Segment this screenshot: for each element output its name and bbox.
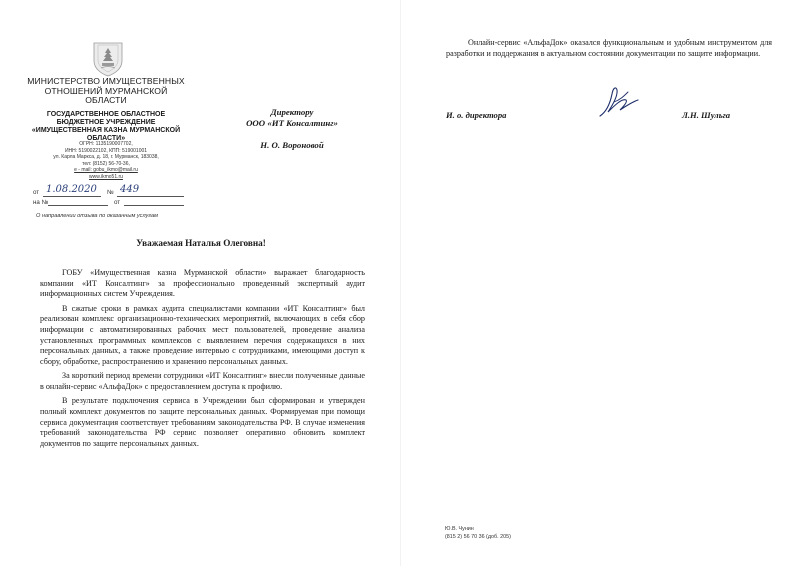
body-paragraph: За короткий период времени сотрудники «ИТ Консалтинг» внесли полученные данные в онлайн-сервис «АльфаДок» с предоставлением доступа к профилю. bbox=[40, 371, 365, 392]
regarding-line: О направлении отзыва по оказанным услугам bbox=[36, 213, 158, 219]
body-paragraph: В сжатые сроки в рамках аудита специалистами компании «ИТ Консалтинг» был реализован комплекс организационно-технических мероприятий, включающих в себя сбор информации с автоматизированных рабочих мест пользователей, проведение анализа установленных программных комплексов с выявлением перечня содержащихся в них персональных данных, а также проведение интервью с сотрудниками, имеющими доступ к сбору, обработке, распространению и хранению персональных данных. bbox=[40, 303, 365, 367]
ministry-line: ОТНОШЕНИЙ МУРМАНСКОЙ bbox=[44, 85, 168, 96]
number-underline bbox=[117, 196, 184, 197]
executor-name: Ю.В. Чунин bbox=[445, 526, 474, 532]
page2-paragraph: Онлайн-сервис «АльфаДок» оказался функциональным и удобным инструментом для разработки и поддержания в актуальном состоянии документации по защите информации. bbox=[446, 38, 772, 58]
phone: тел: (8152) 56-70-36, bbox=[82, 160, 130, 167]
addressee-name: Н. О. Вороновой bbox=[260, 140, 324, 150]
ministry-name bbox=[20, 77, 192, 106]
ministry-line: МИНИСТЕРСТВО ИМУЩЕСТВЕННЫХ bbox=[27, 76, 185, 86]
addressee-block bbox=[232, 107, 352, 151]
number-label: № bbox=[107, 189, 114, 196]
executor-phone: (815 2) 56 70 36 (доб. 205) bbox=[445, 534, 511, 540]
institution-line: ОБЛАСТИ» bbox=[86, 135, 126, 142]
ref-from-label: от bbox=[114, 199, 121, 206]
ministry-line: ОБЛАСТИ bbox=[85, 95, 127, 106]
salutation: Уважаемая Наталья Олеговна! bbox=[136, 238, 266, 248]
addressee-title: Директору bbox=[270, 107, 314, 117]
page2-text bbox=[446, 37, 772, 59]
coat-of-arms-icon bbox=[92, 41, 124, 77]
signatory-title: И. о. директора bbox=[446, 110, 507, 120]
ref-date-underline bbox=[124, 205, 184, 206]
date-underline bbox=[43, 196, 101, 197]
letter-body bbox=[40, 268, 365, 453]
email-link[interactable]: e - mail: gobu_ikmo@mail.ru bbox=[74, 167, 138, 174]
inn-kpp: ИНН: 5190022102, КПП: 519001001 bbox=[64, 147, 148, 154]
contact-details bbox=[30, 141, 182, 181]
institution-line: «ИМУЩЕСТВЕННАЯ КАЗНА МУРМАНСКОЙ bbox=[31, 127, 181, 134]
ref-label: на № bbox=[33, 199, 49, 206]
body-paragraph: В результате подключения сервиса в Учреждении был сформирован и утвержден полный комплект документов по защите персональных данных. Формируемая при помощи сервиса документация соответствует требованиям законодательства РФ. В случае изменения требований законодательства РФ сервис позволяет оперативно обновить комплект документов по защите персональных данных. bbox=[40, 396, 365, 449]
page-divider bbox=[400, 0, 401, 566]
registration-date: 1.08.2020 bbox=[46, 184, 97, 195]
website-link[interactable]: www.ikmo51.ru bbox=[89, 173, 123, 180]
addressee-company: ООО «ИТ Консалтинг» bbox=[246, 118, 338, 128]
executor-block bbox=[445, 525, 511, 541]
body-paragraph: ГОБУ «Имущественная казна Мурманской области» выражает благодарность компании «ИТ Консалтинг» за профессионально проведенный экспертный аудит информационных систем Учреждения. bbox=[40, 268, 365, 299]
ref-underline bbox=[48, 205, 108, 206]
registration-number: 449 bbox=[120, 184, 140, 195]
signature-icon bbox=[594, 82, 642, 122]
ogrn: ОГРН: 1135190007702, bbox=[79, 141, 133, 147]
institution-name bbox=[20, 111, 192, 143]
from-label: от bbox=[33, 189, 40, 196]
signatory-name: Л.Н. Шульга bbox=[682, 110, 731, 120]
institution-line: БЮДЖЕТНОЕ УЧРЕЖДЕНИЕ bbox=[56, 119, 156, 126]
institution-line: ГОСУДАРСТВЕННОЕ ОБЛАСТНОЕ bbox=[46, 111, 166, 118]
address: ул. Карла Маркса, д. 18, г. Мурманск, 183038, bbox=[53, 154, 159, 161]
